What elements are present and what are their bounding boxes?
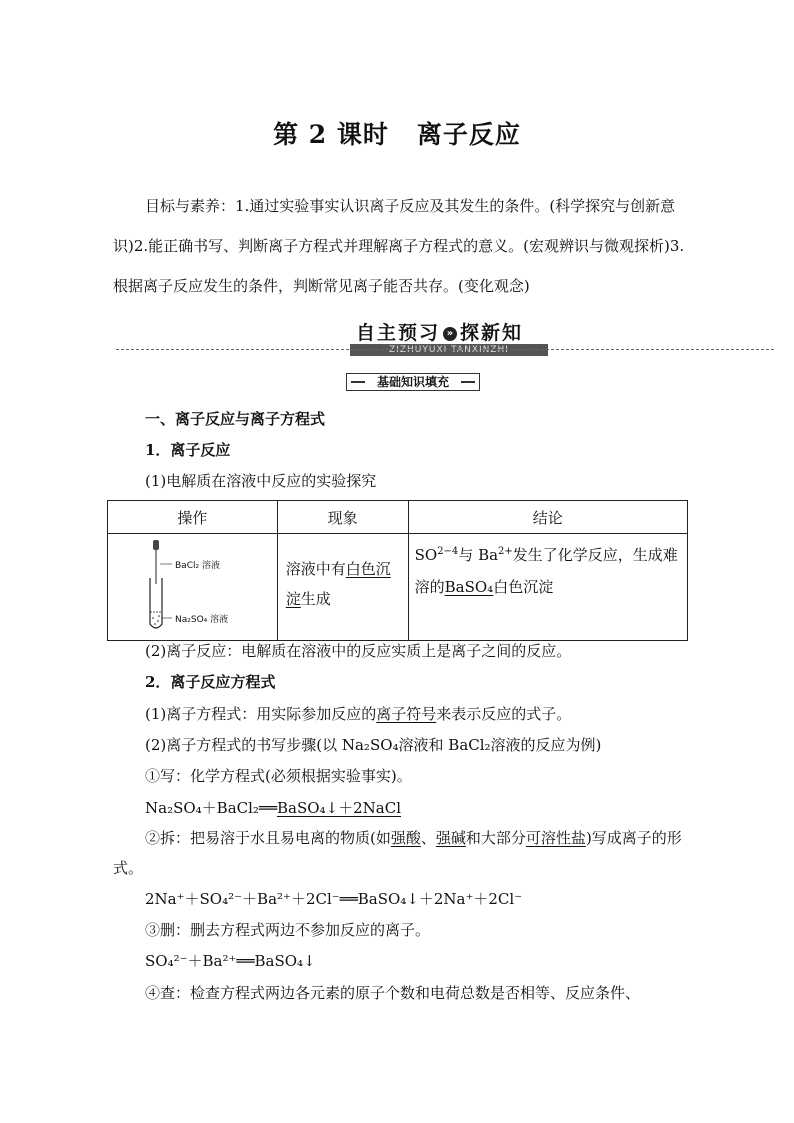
- phenomenon-text-end: 生成: [300, 590, 331, 608]
- heading-ionic-equation: 2．离子反应方程式: [145, 673, 276, 691]
- eq1-answer: 离子符号: [376, 705, 437, 723]
- learning-goals: 目标与素养：1.通过实验事实认识离子反应及其发生的条件。(科学探究与创新意识)2.能正确书写、判断离子方程式并理解离子方程式的意义。(宏观辨识与微观探析)3.根据离子反应发生的条件，判断常见离子能否共存。(变化观念): [113, 197, 685, 295]
- apparatus-cell: [108, 534, 278, 641]
- step-check: ④查：检查方程式两边各元素的原子个数和电荷总数是否相等、反应条件、: [145, 984, 641, 1002]
- step-write-equation: [145, 797, 401, 818]
- phenomenon-text: 溶液中有: [285, 560, 346, 578]
- step1-eq-answer: BaSO₄↓＋2NaCl: [276, 799, 401, 817]
- section-banner: [340, 318, 550, 356]
- divider: [116, 349, 774, 350]
- section-label: 基础知识填充: [346, 373, 480, 391]
- step-write: ①写：化学方程式(必须根据实验事实)。: [145, 767, 412, 785]
- banner-pinyin: ZIZHUYUXI TANXINZHI: [350, 344, 548, 356]
- banner-title: [356, 318, 523, 345]
- phenomenon-cell: [277, 534, 408, 641]
- conclusion-text-2: 发生了化学反应，生成难溶的: [414, 546, 678, 596]
- step-delete-equation: SO₄²⁻＋Ba²⁺══BaSO₄↓: [145, 952, 316, 970]
- title-topic: 离子反应: [416, 120, 521, 149]
- writing-steps-heading: (2)离子方程式的书写步骤(以 Na₂SO₄溶液和 BaCl₂溶液的反应为例): [145, 736, 602, 754]
- table-header: 结论: [408, 501, 687, 534]
- conclusion-text-end: 白色沉淀: [493, 578, 554, 596]
- heading-ionic-reaction-equation: 一、离子反应与离子方程式: [145, 410, 326, 428]
- conclusion-sulfate-charge: 2−4: [437, 546, 459, 557]
- conclusion-text: 与 Ba: [458, 546, 499, 564]
- arrow-icon: »: [443, 327, 457, 341]
- conclusion-barium-charge: 2+: [498, 546, 513, 557]
- banner-right-text: 探新知: [460, 322, 524, 344]
- apparatus-label-bacl2: BaCl₂ 溶液: [175, 561, 220, 571]
- eq1-text-end: 来表示反应的式子。: [436, 705, 572, 723]
- experiment-table: [107, 500, 688, 641]
- page-title: [0, 115, 794, 151]
- step2-answer-strong-base: 强碱: [435, 829, 466, 847]
- conclusion-cell: [408, 534, 687, 641]
- heading-ionic-reaction: 1．离子反应: [145, 441, 231, 459]
- step2-text: ②拆：把易溶于水且易电离的物质(如: [145, 829, 391, 847]
- ionic-equation-definition: [145, 703, 571, 724]
- table-row: [108, 534, 688, 641]
- banner-left-text: 自主预习: [356, 322, 441, 344]
- title-lesson: 第 2 课时: [273, 120, 389, 149]
- table-header: 操作: [108, 501, 278, 534]
- step2-sep: 、: [420, 829, 436, 847]
- table-header-row: [108, 501, 688, 534]
- ionic-reaction-definition: (2)离子反应：电解质在溶液中的反应实质上是离子之间的反应。: [145, 642, 572, 660]
- step1-eq-text: Na₂SO₄＋BaCl₂══: [145, 799, 277, 817]
- step2-answer-soluble-salt: 可溶性盐: [525, 829, 586, 847]
- step-delete: ③删：删去方程式两边不参加反应的离子。: [145, 921, 431, 939]
- conclusion-answer: BaSO₄: [444, 578, 494, 596]
- step2-answer-strong-acid: 强酸: [390, 829, 421, 847]
- step2-text-end: )写成离子的形式。: [113, 829, 682, 877]
- phenomenon-answer: 白色沉淀: [285, 560, 391, 608]
- step2-text-2: 和大部分: [465, 829, 526, 847]
- step-split-equation: 2Na⁺＋SO₄²⁻＋Ba²⁺＋2Cl⁻══BaSO₄↓＋2Na⁺＋2Cl⁻: [145, 890, 523, 908]
- sub-heading-experiment: (1)电解质在溶液中反应的实验探究: [145, 472, 377, 490]
- step-split: [113, 823, 689, 883]
- table-header: 现象: [277, 501, 408, 534]
- conclusion-sulfate: SO: [414, 546, 438, 564]
- apparatus-label-na2so4: Na₂SO₄ 溶液: [175, 615, 229, 625]
- eq1-text: (1)离子方程式：用实际参加反应的: [145, 705, 377, 723]
